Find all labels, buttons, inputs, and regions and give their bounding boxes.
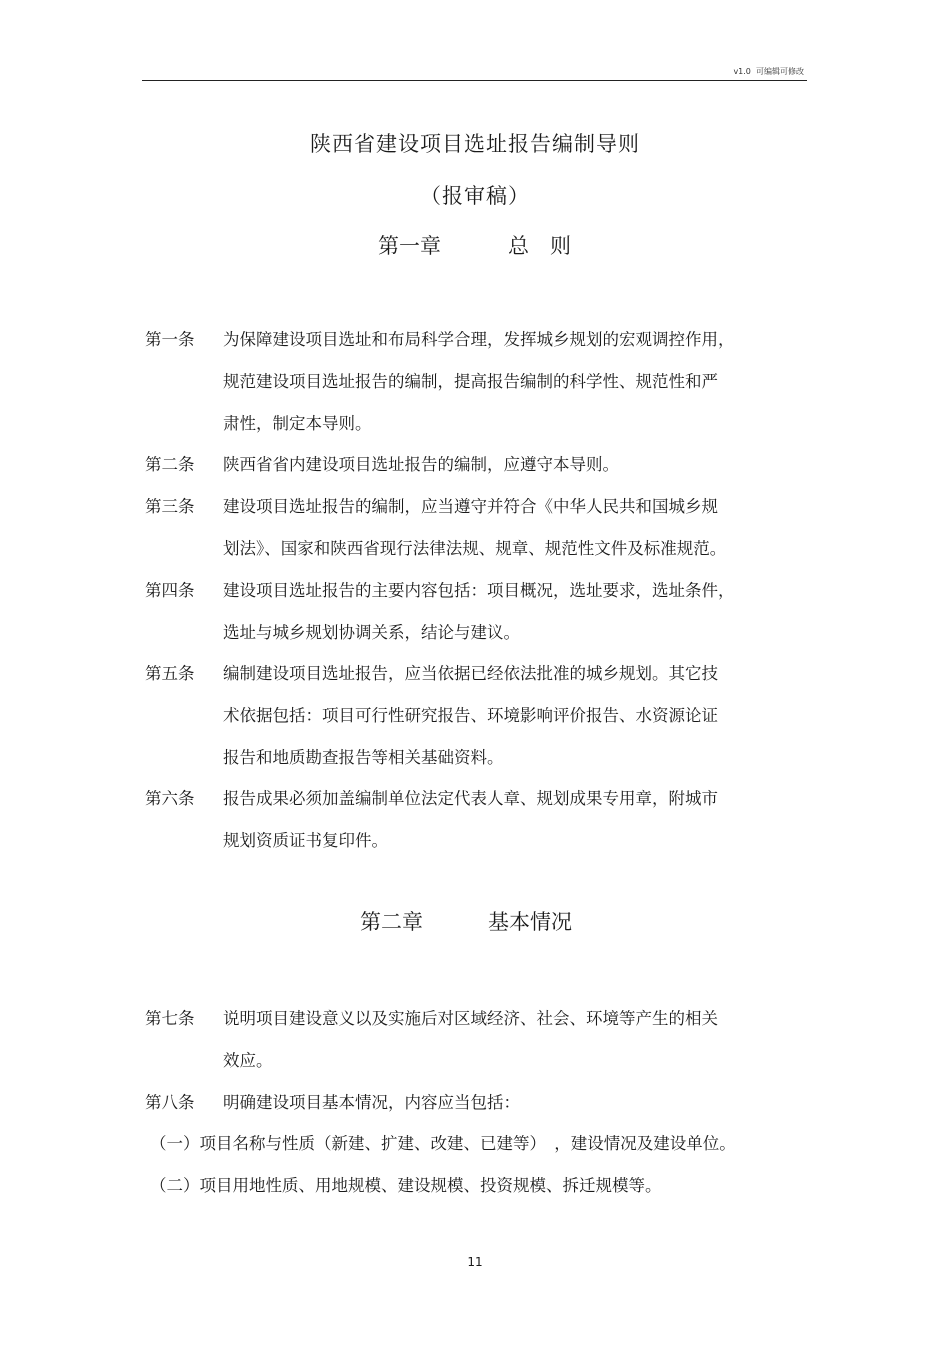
- article-label: 第七条: [145, 1009, 195, 1028]
- article-line: 明确建设项目基本情况，内容应当包括：: [223, 1093, 520, 1112]
- article-line: 效应。: [223, 1051, 273, 1070]
- article-label: 第二条: [145, 455, 195, 474]
- article-label: 第五条: [145, 664, 195, 683]
- article-line: 建设项目选址报告的编制，应当遵守并符合《中华人民共和国城乡规: [223, 497, 718, 516]
- article-label: 第六条: [145, 789, 195, 808]
- article-line: 划法》、国家和陕西省现行法律法规、规章、规范性文件及标准规范。: [223, 539, 727, 558]
- article-line: 规划资质证书复印件。: [223, 831, 388, 850]
- document-title: 陕西省建设项目选址报告编制导则: [310, 132, 640, 156]
- article-line: 说明项目建设意义以及实施后对区域经济、社会、环境等产生的相关: [223, 1009, 718, 1028]
- article-line: 规范建设项目选址报告的编制，提高报告编制的科学性、规范性和严: [223, 372, 718, 391]
- chapter-number: 第二章: [360, 910, 423, 934]
- article-line: 编制建设项目选址报告，应当依据已经依法批准的城乡规划。其它技: [223, 664, 718, 683]
- chapter-name: 基本情况: [488, 910, 572, 934]
- article-line: 肃性，制定本导则。: [223, 414, 372, 433]
- article-label: 第四条: [145, 581, 195, 600]
- chapter-name: 总 则: [508, 234, 571, 258]
- article-line: 建设项目选址报告的主要内容包括：项目概况，选址要求，选址条件，: [223, 581, 735, 600]
- list-item: （一）项目名称与性质（新建、扩建、改建、已建等） ，建设情况及建设单位。: [150, 1134, 736, 1153]
- article-line: 报告和地质勘查报告等相关基础资料。: [223, 748, 504, 767]
- chapter-number: 第一章: [378, 234, 441, 258]
- list-item: （二）项目用地性质、用地规模、建设规模、投资规模、拆迁规模等。: [150, 1176, 662, 1195]
- article-label: 第三条: [145, 497, 195, 516]
- header-version: v1.0 可编辑可修改: [733, 67, 804, 76]
- article-label: 第一条: [145, 330, 195, 349]
- article-label: 第八条: [145, 1093, 195, 1112]
- page-number: 11: [467, 1255, 483, 1269]
- article-line: 术依据包括：项目可行性研究报告、环境影响评价报告、水资源论证: [223, 706, 718, 725]
- article-line: 陕西省省内建设项目选址报告的编制，应遵守本导则。: [223, 455, 619, 474]
- header-rule: [142, 80, 807, 81]
- article-line: 报告成果必须加盖编制单位法定代表人章、规划成果专用章，附城市: [223, 789, 718, 808]
- document-subtitle: （报审稿）: [420, 184, 530, 208]
- article-line: 为保障建设项目选址和布局科学合理，发挥城乡规划的宏观调控作用，: [223, 330, 735, 349]
- article-line: 选址与城乡规划协调关系，结论与建议。: [223, 623, 520, 642]
